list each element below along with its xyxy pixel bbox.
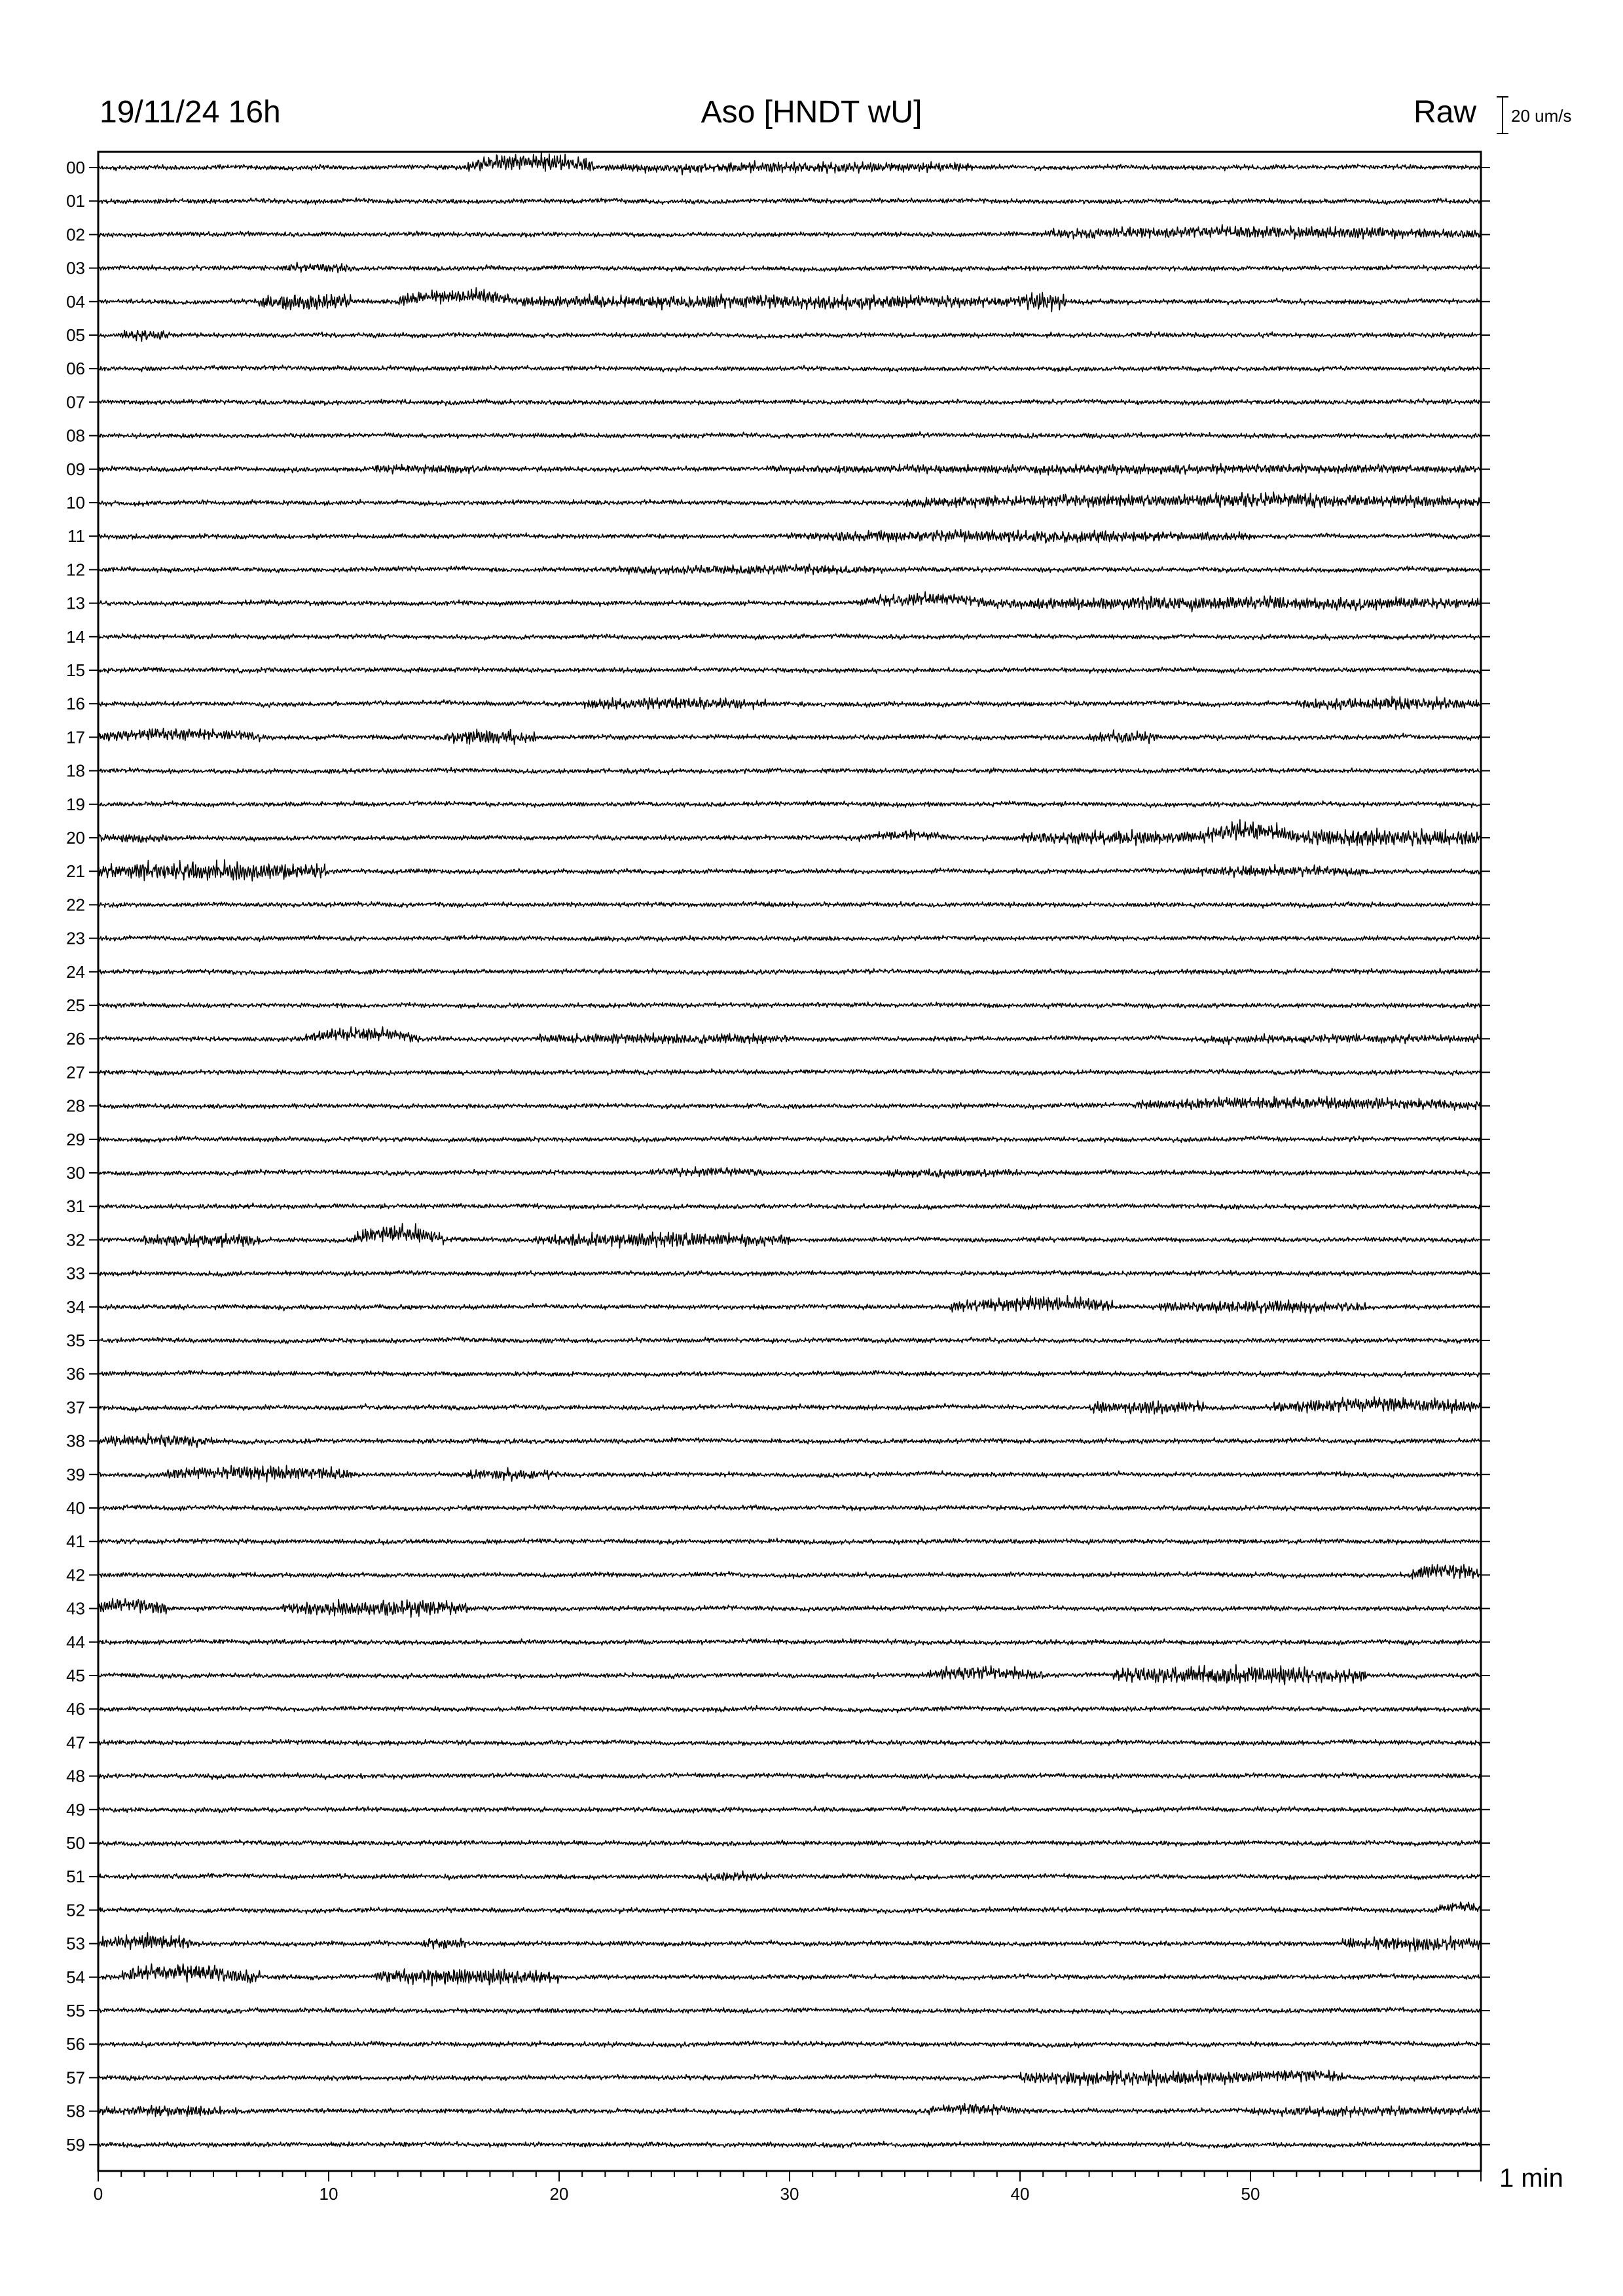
row-label: 55 [66, 2001, 85, 2020]
trace-line [98, 1203, 1481, 1210]
trace-line [98, 529, 1481, 543]
trace-line [98, 365, 1481, 372]
trace-line [98, 262, 1481, 273]
row-label: 29 [66, 1129, 85, 1149]
trace-line [98, 1296, 1481, 1314]
row-label: 53 [66, 1933, 85, 1954]
row-label: 03 [66, 258, 85, 278]
trace-line [98, 1069, 1481, 1075]
row-label: 52 [66, 1900, 85, 1920]
x-tick-label: 20 [549, 2184, 569, 2204]
trace-line [98, 331, 1481, 342]
row-label: 54 [66, 1967, 85, 1987]
row-label: 06 [66, 359, 85, 379]
amplitude-scale-label: 20 um/s [1511, 106, 1572, 126]
row-label: 44 [66, 1632, 85, 1652]
row-label: 08 [66, 425, 85, 446]
row-label: 26 [66, 1029, 85, 1049]
row-label: 15 [66, 660, 85, 680]
trace-line [98, 1505, 1481, 1511]
row-label: 31 [66, 1196, 85, 1217]
row-label: 04 [66, 291, 85, 312]
row-label: 33 [66, 1263, 85, 1283]
trace-line [98, 1964, 1481, 1986]
row-label: 01 [66, 191, 85, 211]
row-label: 17 [66, 727, 85, 747]
trace-line [98, 819, 1481, 846]
row-label: 24 [66, 961, 85, 982]
trace-line [98, 1564, 1481, 1579]
trace-line [98, 1136, 1481, 1143]
trace-line [98, 728, 1481, 745]
row-label: 50 [66, 1833, 85, 1853]
trace-line [98, 1465, 1481, 1482]
row-label: 25 [66, 996, 85, 1015]
trace-line [98, 2142, 1481, 2149]
trace-line [98, 463, 1481, 475]
row-label: 05 [66, 325, 85, 345]
row-label: 11 [67, 526, 85, 547]
row-label: 27 [66, 1062, 85, 1083]
row-label: 56 [66, 2034, 85, 2054]
row-label: 20 [66, 828, 85, 848]
plot-frame [98, 152, 1481, 2171]
mode-label: Raw [1413, 95, 1476, 130]
trace-line [98, 1664, 1481, 1685]
row-label: 19 [66, 794, 85, 814]
row-label: 22 [66, 895, 85, 915]
row-label: 46 [66, 1699, 85, 1719]
row-labels [66, 158, 1490, 2155]
row-label: 37 [66, 1397, 85, 1418]
trace-line [98, 1806, 1481, 1813]
trace-line [98, 1933, 1481, 1952]
row-label: 58 [66, 2101, 85, 2121]
trace-line [98, 1096, 1481, 1110]
x-tick-label: 30 [780, 2184, 799, 2204]
x-tick-label: 10 [319, 2184, 338, 2204]
trace-lines [98, 151, 1481, 2148]
x-axis [94, 2171, 1481, 2204]
row-label: 43 [66, 1598, 85, 1619]
trace-line [98, 969, 1481, 976]
row-label: 42 [66, 1565, 85, 1585]
trace-line [98, 1871, 1481, 1881]
trace-line [98, 1598, 1481, 1617]
amplitude-scale-bar [1497, 97, 1508, 134]
station-title: Aso [HNDT wU] [701, 95, 922, 130]
trace-line [98, 1337, 1481, 1344]
trace-line [98, 288, 1481, 312]
trace-line [98, 432, 1481, 439]
trace-line [98, 667, 1481, 673]
row-label: 48 [66, 1766, 85, 1786]
trace-line [98, 492, 1481, 508]
trace-line [98, 1706, 1481, 1713]
trace-line [98, 935, 1481, 941]
trace-line [98, 564, 1481, 575]
row-label: 41 [66, 1532, 85, 1552]
row-label: 02 [66, 224, 85, 245]
row-label: 36 [66, 1364, 85, 1384]
row-label: 13 [66, 593, 85, 613]
trace-line [98, 1639, 1481, 1645]
row-label: 18 [66, 761, 85, 781]
trace-line [98, 1167, 1481, 1178]
trace-line [98, 2041, 1481, 2048]
row-label: 49 [66, 1799, 85, 1820]
row-label: 21 [66, 861, 85, 882]
trace-line [98, 1434, 1481, 1448]
date-hour-label: 19/11/24 16h [100, 95, 281, 130]
row-label: 28 [66, 1096, 85, 1116]
trace-line [98, 151, 1481, 175]
row-label: 35 [66, 1331, 85, 1350]
trace-line [98, 2104, 1481, 2117]
row-label: 59 [66, 2134, 85, 2155]
trace-line [98, 1224, 1481, 1248]
row-label: 40 [66, 1498, 85, 1518]
x-tick-label: 0 [93, 2184, 103, 2204]
row-label: 16 [66, 694, 85, 714]
x-unit-label: 1 min [1499, 2164, 1563, 2193]
x-tick-label: 50 [1241, 2184, 1260, 2204]
row-label: 32 [66, 1230, 85, 1250]
row-label: 39 [66, 1464, 85, 1484]
row-label: 14 [66, 626, 85, 647]
row-label: 23 [66, 928, 85, 948]
trace-line [98, 768, 1481, 775]
row-label: 30 [66, 1163, 85, 1183]
trace-line [98, 1270, 1481, 1277]
trace-line [98, 859, 1481, 881]
row-label: 47 [66, 1732, 85, 1753]
trace-line [98, 1397, 1481, 1414]
trace-line [98, 801, 1481, 808]
trace-line [98, 1772, 1481, 1779]
row-label: 38 [66, 1431, 85, 1451]
trace-line [98, 224, 1481, 239]
trace-line [98, 399, 1481, 406]
trace-line [98, 2007, 1481, 2015]
trace-line [98, 198, 1481, 204]
row-label: 07 [66, 392, 85, 412]
row-label: 09 [66, 459, 85, 479]
trace-line [98, 1370, 1481, 1377]
trace-line [98, 634, 1481, 640]
row-label: 45 [66, 1666, 85, 1685]
trace-line [98, 1002, 1481, 1009]
row-label: 34 [66, 1297, 85, 1317]
row-label: 12 [66, 560, 85, 580]
row-label: 00 [66, 158, 85, 177]
trace-line [98, 901, 1481, 908]
row-label: 51 [66, 1867, 85, 1887]
row-label: 10 [66, 493, 85, 512]
x-tick-label: 40 [1010, 2184, 1030, 2204]
trace-line [98, 1538, 1481, 1545]
trace-line [98, 1740, 1481, 1746]
trace-line [98, 1027, 1481, 1045]
trace-line [98, 1840, 1481, 1846]
row-label: 57 [66, 2068, 85, 2088]
trace-line [98, 592, 1481, 612]
trace-line [98, 696, 1481, 709]
trace-line [98, 1902, 1481, 1914]
trace-line [98, 2070, 1481, 2086]
